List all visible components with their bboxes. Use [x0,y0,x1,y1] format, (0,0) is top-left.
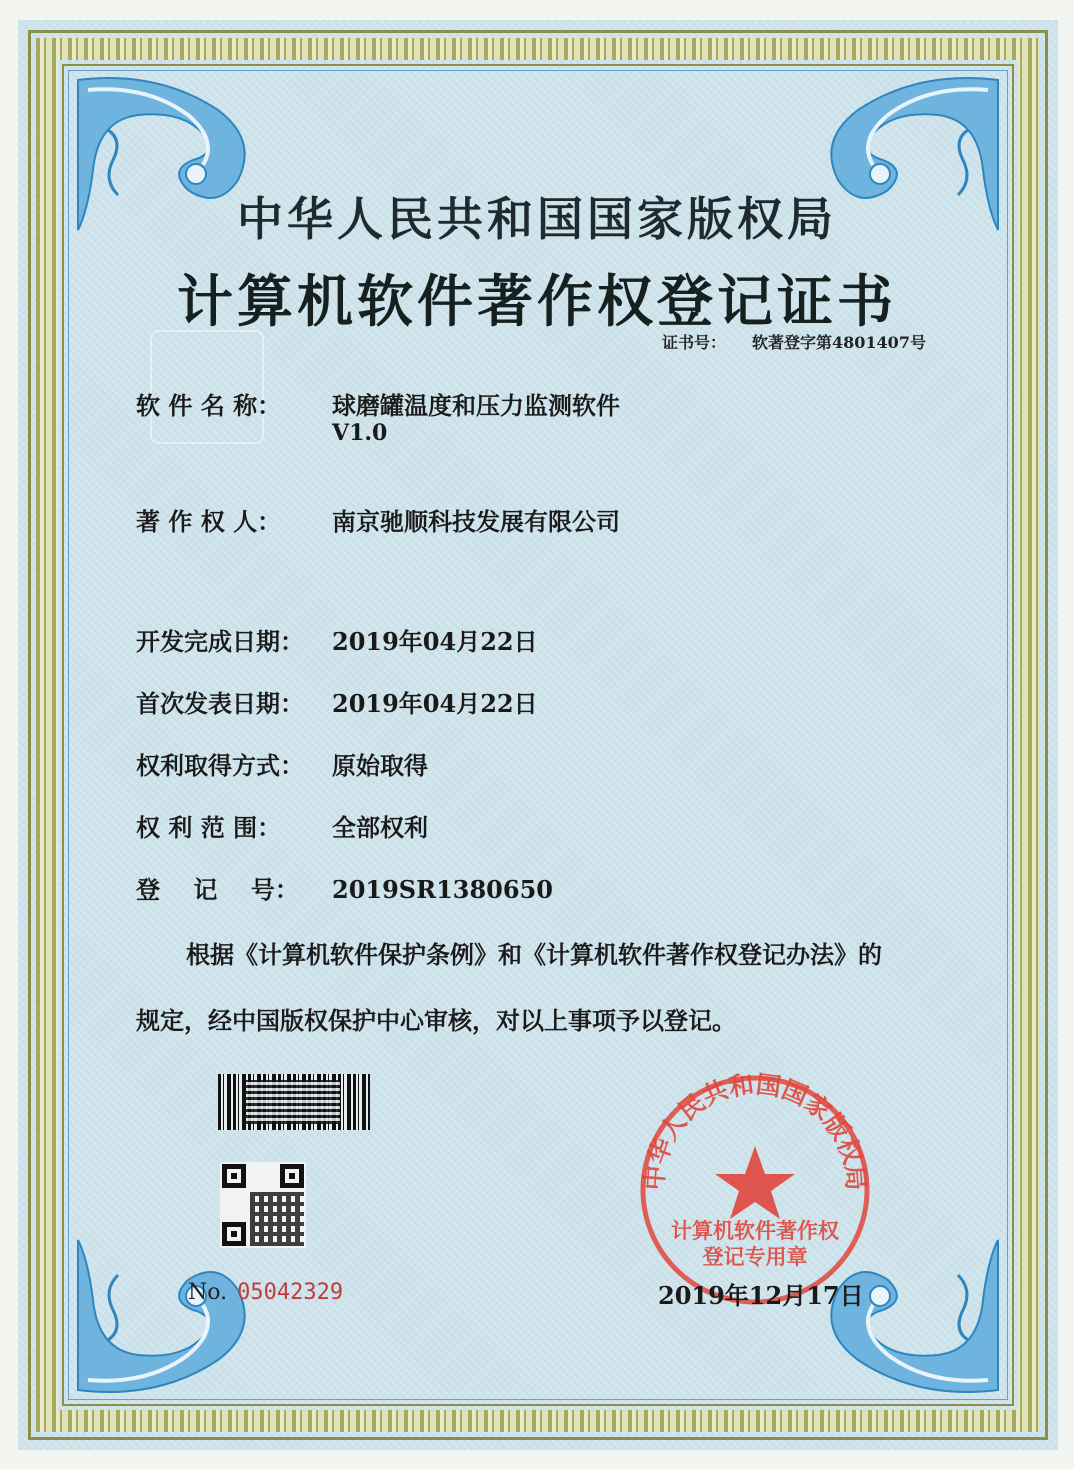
serial-prefix: No. [188,1280,228,1305]
field-first-publish-date [136,684,538,719]
certificate-number-label: 证书号： [662,333,727,352]
software-name-label: 软 件 名 称： [136,391,282,420]
certificate-number-value: 软著登字第4801407号 [752,333,926,352]
software-version: V1.0 [332,420,388,446]
star-icon [715,1146,795,1219]
legal-statement-line-2: 规定，经中国版权保护中心审核，对以上事项予以登记。 [136,1006,736,1035]
seal-line-1: 计算机软件著作权 [671,1218,839,1243]
qr-code [220,1162,306,1248]
issue-date: 2019年12月17日 [658,1281,864,1310]
field-copyright-owner [136,502,620,537]
rights-acquisition-label: 权利取得方式： [136,751,304,780]
barcode [218,1074,370,1130]
software-name-value: 球磨罐温度和压力监测软件 [332,391,620,420]
legal-statement-line-1: 根据《计算机软件保护条例》和《计算机软件著作权登记办法》的 [186,940,882,969]
field-dev-complete-date [136,622,538,657]
field-rights-scope [136,808,428,843]
rights-acquisition-value: 原始取得 [332,751,428,780]
dev-complete-date-label: 开发完成日期： [136,627,304,656]
seal-line-2: 登记专用章 [702,1244,808,1269]
seal-arc-text: 中华人民共和国国家版权局 [639,1072,871,1192]
official-seal [637,1072,873,1308]
serial-number [188,1280,343,1305]
field-rights-acquisition [136,746,428,781]
legal-statement [136,922,966,1054]
rights-scope-label: 权 利 范 围： [136,813,282,842]
field-registration-number [136,870,553,905]
serial-number-value: 05042329 [237,1280,344,1305]
registration-number-label: 登 记 号： [136,875,299,904]
first-publish-date-value: 2019年04月22日 [332,689,538,718]
corner-ornament-bottom-left [68,1230,268,1400]
issuing-authority: 中华人民共和国国家版权局 [237,192,837,246]
rights-scope-value: 全部权利 [332,813,428,842]
first-publish-date-label: 首次发表日期： [136,689,304,718]
certificate-title: 计算机软件著作权登记证书 [177,269,897,335]
copyright-owner-label: 著 作 权 人： [136,507,282,536]
copyright-owner-value: 南京驰顺科技发展有限公司 [332,507,620,536]
certificate-number [662,330,926,353]
dev-complete-date-value: 2019年04月22日 [332,627,538,656]
registration-number-value: 2019SR1380650 [332,875,553,904]
field-software-name [136,386,620,421]
